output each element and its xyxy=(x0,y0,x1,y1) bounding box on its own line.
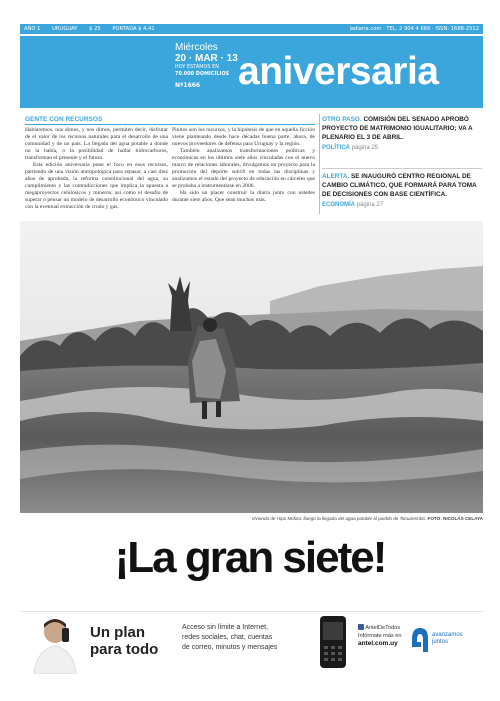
brief-page: página 27 xyxy=(356,202,384,208)
paragraph: Ha sido un placer construir la diaria junto con ustedes durante siete años. Que sean muchos más. xyxy=(172,190,315,203)
issue-date: 20 · MAR · 13 xyxy=(175,53,238,64)
masthead-logo[interactable]: aniversaria xyxy=(238,50,439,93)
brief-page: página 25 xyxy=(351,145,379,151)
brief-headline: COMISIÓN DEL SENADO APROBÓ PROYECTO DE MATRIMONIO IGUALITARIO; VA A PLENARIO EL 3 DE ABRIL. xyxy=(322,116,473,141)
lead-kicker: GENTE CON RECURSOS xyxy=(25,116,103,123)
main-headline[interactable]: ¡La gran siete! xyxy=(114,533,386,582)
brief-kicker: ALERTA. xyxy=(322,173,350,180)
facebook-icon xyxy=(358,624,364,630)
ad-headline-line: Un plan xyxy=(90,624,145,641)
tagline-line-2: 70.000 DOMICILIOS xyxy=(175,72,230,77)
ad-headline xyxy=(90,624,158,658)
paragraph: También analizamos transformaciones políticas y económicas en los últimos siete años vinculadas con el nuevo marco de relaciones laborales, divulgamos un proyecto para la promoción del deporte sub18 en todas las disciplinas y analizamos el estado del proyecto de educación en cárceles que se probaba a instrumentarse en 2006. xyxy=(172,148,315,189)
brief-section: ECONOMÍA xyxy=(322,202,355,208)
date-box xyxy=(175,42,245,89)
person-on-phone-illustration xyxy=(28,616,82,674)
lead-column-1 xyxy=(25,127,168,211)
lead-column-2 xyxy=(172,127,315,204)
paragraph: Esta edición aniversaria pone el foco en esos recursos, partiendo de una visión antropológica para repasar, a casi diez años de aprobada, la reforma constitucional del agua, su cumplimiento y las contradicciones que implica la apuesta a megaproyectos celulósicos y mineros, así como el desafío de superar o pensar un modelo de desarrollo económico vinculado con la eventual extracción de crudo y gas. xyxy=(25,162,168,210)
brief-divider xyxy=(322,168,482,169)
topbar-item: $ 25 xyxy=(89,26,101,32)
photo-credit: FOTO: NICOLÁS CELAYA xyxy=(427,516,483,521)
brief-headline: SE INAUGURÓ CENTRO REGIONAL DE CAMBIO CLIMÁTICO, QUE FORMARÁ PARA TOMA DE DECISIONES CON BASE CIENTÍFICA. xyxy=(322,173,477,198)
ad-copy-line: Acceso sin límite a Internet, xyxy=(182,624,268,631)
ad-copy-line: redes sociales, chat, cuentas xyxy=(182,634,273,641)
top-info-bar xyxy=(20,24,483,34)
phone-device-icon xyxy=(316,612,350,672)
ad-copy-line: de correo, minutos y mensajes xyxy=(182,644,278,651)
masthead xyxy=(20,36,483,108)
topbar-item: PORTADA $ 4,41 xyxy=(112,26,155,32)
paragraph: Pinitos son los recursos, y la hipótesis de que en aquella ficción viene planteando desde hace décadas buena parte, ahora, de nuevos proveedores de defensa para Uruguay y la región. xyxy=(172,127,315,147)
antel-logo-icon xyxy=(410,626,430,654)
tagline-line-1: HOY ESTAMOS EN xyxy=(175,65,219,70)
slogan-line: avanzamos xyxy=(432,632,463,638)
advertisement-banner[interactable] xyxy=(20,611,483,673)
day-of-week: Miércoles xyxy=(175,42,218,53)
brief-kicker: OTRO PASO. xyxy=(322,116,362,123)
slogan-line: juntos xyxy=(432,638,449,645)
photo-caption xyxy=(20,516,483,521)
caption-text: Vivienda de Hipo Molina, lluego la llegada del agua potable al pueblo de Tacuarembó. xyxy=(251,516,427,521)
issue-number: Nº1666 xyxy=(175,82,201,89)
ad-site-link[interactable]: antel.com.uy xyxy=(358,640,398,647)
topbar-item: URUGUAY xyxy=(52,26,78,32)
topbar-right: ladiaria.com · TEL. 2 904 4 666 · ISSN: 1688-2512 xyxy=(349,26,479,32)
lead-photo[interactable] xyxy=(20,221,483,513)
paragraph: Hablaremos, nos dimos, y nos dimos, permiten decir, disfrutar de el valor de los recursos naturales para el desarrollo de una comunidad y de un país. La llegada del agua potable a donde no la había, o la posibilidad de hallar hidrocarburos, transforman el presente y el futuro. xyxy=(25,127,168,161)
brief-item[interactable] xyxy=(322,115,482,153)
ad-brand-slogan xyxy=(432,632,463,645)
brief-item[interactable] xyxy=(322,172,482,210)
ad-social xyxy=(358,624,402,648)
ad-copy xyxy=(182,623,277,653)
topbar-item: AÑO 1 xyxy=(24,26,41,32)
column-divider xyxy=(319,114,320,214)
ad-info-text: Infórmate más en xyxy=(358,632,402,639)
ad-headline-line: para todo xyxy=(90,641,159,658)
kicker-rule xyxy=(25,124,315,125)
social-handle: AntelDeTodos xyxy=(365,625,401,631)
landscape-photo-illustration xyxy=(20,221,483,513)
brief-section: POLÍTICA xyxy=(322,145,350,151)
